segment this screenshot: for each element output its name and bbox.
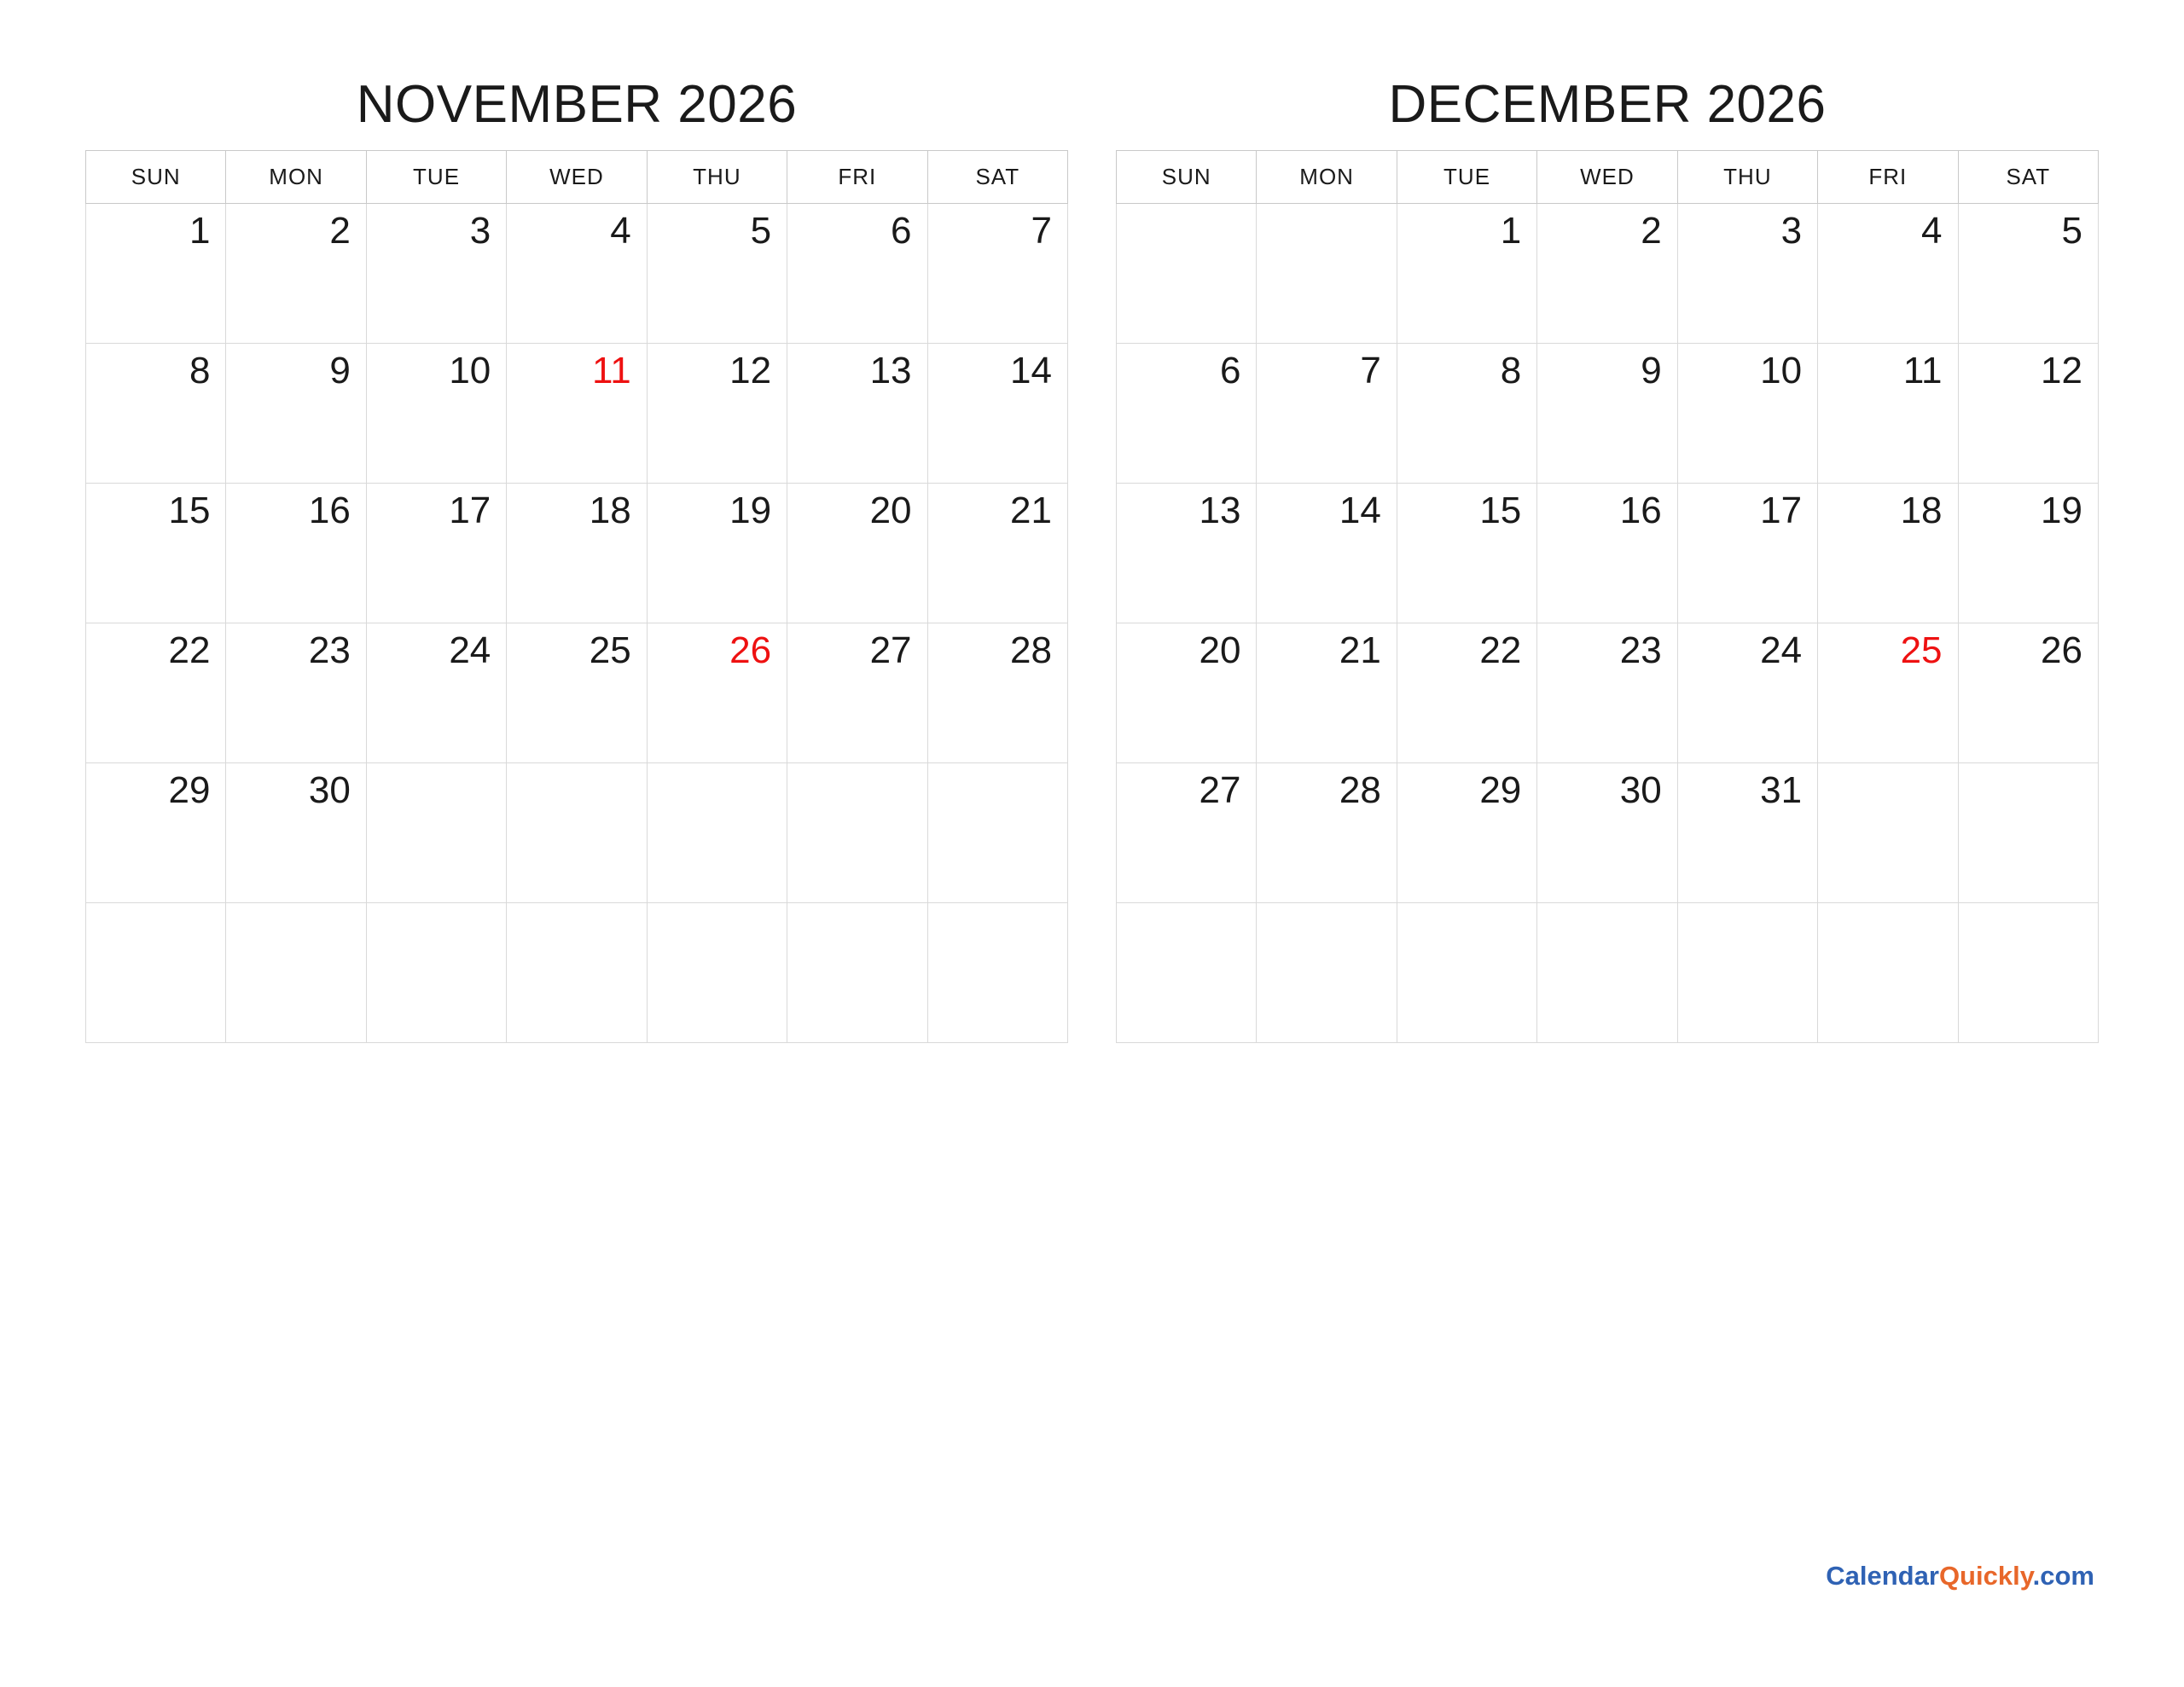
day-cell[interactable]: 14 — [927, 344, 1067, 484]
day-cell[interactable]: 27 — [787, 623, 927, 763]
day-cell[interactable]: 9 — [1537, 344, 1677, 484]
day-cell[interactable]: 16 — [1537, 484, 1677, 623]
weekday-header-mon: MON — [226, 151, 366, 204]
day-cell-empty — [1397, 903, 1536, 1043]
calendar-week-row — [1117, 903, 2099, 1043]
weekday-header-tue: TUE — [1397, 151, 1536, 204]
day-cell-empty — [787, 903, 927, 1043]
day-cell-empty — [787, 763, 927, 903]
weekday-header-wed: WED — [1537, 151, 1677, 204]
day-cell[interactable]: 4 — [507, 204, 647, 344]
day-cell[interactable]: 30 — [1537, 763, 1677, 903]
day-cell-empty — [927, 763, 1067, 903]
day-cell[interactable]: 26 — [1958, 623, 2098, 763]
day-cell[interactable]: 29 — [1397, 763, 1536, 903]
weekday-header-fri: FRI — [1818, 151, 1958, 204]
day-cell[interactable]: 18 — [507, 484, 647, 623]
day-cell-empty — [647, 903, 787, 1043]
day-cell-empty — [1818, 763, 1958, 903]
month-table-december — [1116, 150, 2099, 1043]
calendar-week-row — [1117, 484, 2099, 623]
calendar-week-row — [86, 484, 1068, 623]
day-cell[interactable]: 24 — [366, 623, 506, 763]
day-cell[interactable]: 11 — [1818, 344, 1958, 484]
day-cell[interactable]: 28 — [927, 623, 1067, 763]
day-cell-empty — [647, 763, 787, 903]
day-cell-empty — [366, 763, 506, 903]
calendar-week-row — [1117, 763, 2099, 903]
day-cell[interactable]: 14 — [1257, 484, 1397, 623]
weekday-header-mon: MON — [1257, 151, 1397, 204]
day-cell[interactable]: 18 — [1818, 484, 1958, 623]
brand-text-domain: .com — [2032, 1561, 2094, 1591]
day-cell[interactable]: 17 — [1677, 484, 1817, 623]
month-table-november — [85, 150, 1068, 1043]
day-cell[interactable]: 21 — [1257, 623, 1397, 763]
weekday-header-row — [1117, 151, 2099, 204]
day-cell[interactable]: 19 — [1958, 484, 2098, 623]
day-cell[interactable]: 23 — [1537, 623, 1677, 763]
day-cell-empty — [507, 903, 647, 1043]
day-cell[interactable]: 24 — [1677, 623, 1817, 763]
calendar-week-row — [86, 344, 1068, 484]
site-branding — [1826, 1561, 2094, 1591]
day-cell[interactable]: 8 — [86, 344, 226, 484]
calendar-week-row — [1117, 204, 2099, 344]
weekday-header-wed: WED — [507, 151, 647, 204]
day-cell[interactable]: 28 — [1257, 763, 1397, 903]
day-cell[interactable]: 20 — [787, 484, 927, 623]
day-cell[interactable]: 15 — [86, 484, 226, 623]
calendar-week-row — [86, 623, 1068, 763]
day-cell-holiday[interactable]: 26 — [647, 623, 787, 763]
day-cell-empty — [366, 903, 506, 1043]
weekday-header-sat: SAT — [1958, 151, 2098, 204]
day-cell-empty — [1958, 903, 2098, 1043]
day-cell[interactable]: 20 — [1117, 623, 1257, 763]
day-cell-empty — [1257, 903, 1397, 1043]
day-cell-empty — [927, 903, 1067, 1043]
weekday-header-sun: SUN — [86, 151, 226, 204]
calendar-week-row — [86, 903, 1068, 1043]
day-cell[interactable]: 10 — [366, 344, 506, 484]
day-cell[interactable]: 3 — [366, 204, 506, 344]
day-cell[interactable]: 13 — [1117, 484, 1257, 623]
weekday-header-thu: THU — [647, 151, 787, 204]
weekday-header-sat: SAT — [927, 151, 1067, 204]
day-cell[interactable]: 7 — [1257, 344, 1397, 484]
month-block-december — [1116, 75, 2099, 1043]
weekday-header-sun: SUN — [1117, 151, 1257, 204]
weekday-header-tue: TUE — [366, 151, 506, 204]
day-cell-empty — [226, 903, 366, 1043]
calendar-week-row — [86, 204, 1068, 344]
day-cell[interactable]: 9 — [226, 344, 366, 484]
day-cell-empty — [507, 763, 647, 903]
day-cell[interactable]: 12 — [647, 344, 787, 484]
day-cell[interactable]: 7 — [927, 204, 1067, 344]
day-cell-empty — [1958, 763, 2098, 903]
day-cell[interactable]: 31 — [1677, 763, 1817, 903]
day-cell[interactable]: 2 — [226, 204, 366, 344]
day-cell[interactable]: 27 — [1117, 763, 1257, 903]
day-cell-empty — [1117, 903, 1257, 1043]
day-cell-empty — [1117, 204, 1257, 344]
day-cell[interactable]: 30 — [226, 763, 366, 903]
day-cell[interactable]: 16 — [226, 484, 366, 623]
month-title-november: NOVEMBER 2026 — [356, 75, 798, 134]
day-cell-holiday[interactable]: 11 — [507, 344, 647, 484]
calendar-week-row — [86, 763, 1068, 903]
day-cell[interactable]: 3 — [1677, 204, 1817, 344]
day-cell[interactable]: 22 — [86, 623, 226, 763]
month-title-december: DECEMBER 2026 — [1388, 75, 1827, 134]
day-cell-empty — [1537, 903, 1677, 1043]
day-cell[interactable]: 25 — [507, 623, 647, 763]
calendar-week-row — [1117, 623, 2099, 763]
month-block-november — [85, 75, 1068, 1043]
weekday-header-row — [86, 151, 1068, 204]
day-cell[interactable]: 5 — [647, 204, 787, 344]
day-cell[interactable]: 6 — [1117, 344, 1257, 484]
day-cell-empty — [1257, 204, 1397, 344]
day-cell-empty — [86, 903, 226, 1043]
day-cell[interactable]: 8 — [1397, 344, 1536, 484]
brand-text-calendar: Calendar — [1826, 1561, 1939, 1591]
brand-text-quickly: Quickly — [1938, 1561, 2033, 1591]
day-cell[interactable]: 10 — [1677, 344, 1817, 484]
weekday-header-fri: FRI — [787, 151, 927, 204]
calendar-grid-container — [85, 75, 2099, 1043]
day-cell[interactable]: 5 — [1958, 204, 2098, 344]
day-cell[interactable]: 6 — [787, 204, 927, 344]
day-cell[interactable]: 2 — [1537, 204, 1677, 344]
day-cell[interactable]: 12 — [1958, 344, 2098, 484]
day-cell[interactable]: 21 — [927, 484, 1067, 623]
weekday-header-thu: THU — [1677, 151, 1817, 204]
day-cell[interactable]: 17 — [366, 484, 506, 623]
day-cell[interactable]: 13 — [787, 344, 927, 484]
day-cell-empty — [1818, 903, 1958, 1043]
day-cell-empty — [1677, 903, 1817, 1043]
day-cell[interactable]: 15 — [1397, 484, 1536, 623]
calendar-week-row — [1117, 344, 2099, 484]
day-cell-holiday[interactable]: 25 — [1818, 623, 1958, 763]
day-cell[interactable]: 1 — [1397, 204, 1536, 344]
day-cell[interactable]: 22 — [1397, 623, 1536, 763]
day-cell[interactable]: 29 — [86, 763, 226, 903]
day-cell[interactable]: 23 — [226, 623, 366, 763]
day-cell[interactable]: 4 — [1818, 204, 1958, 344]
day-cell[interactable]: 19 — [647, 484, 787, 623]
day-cell[interactable]: 1 — [86, 204, 226, 344]
